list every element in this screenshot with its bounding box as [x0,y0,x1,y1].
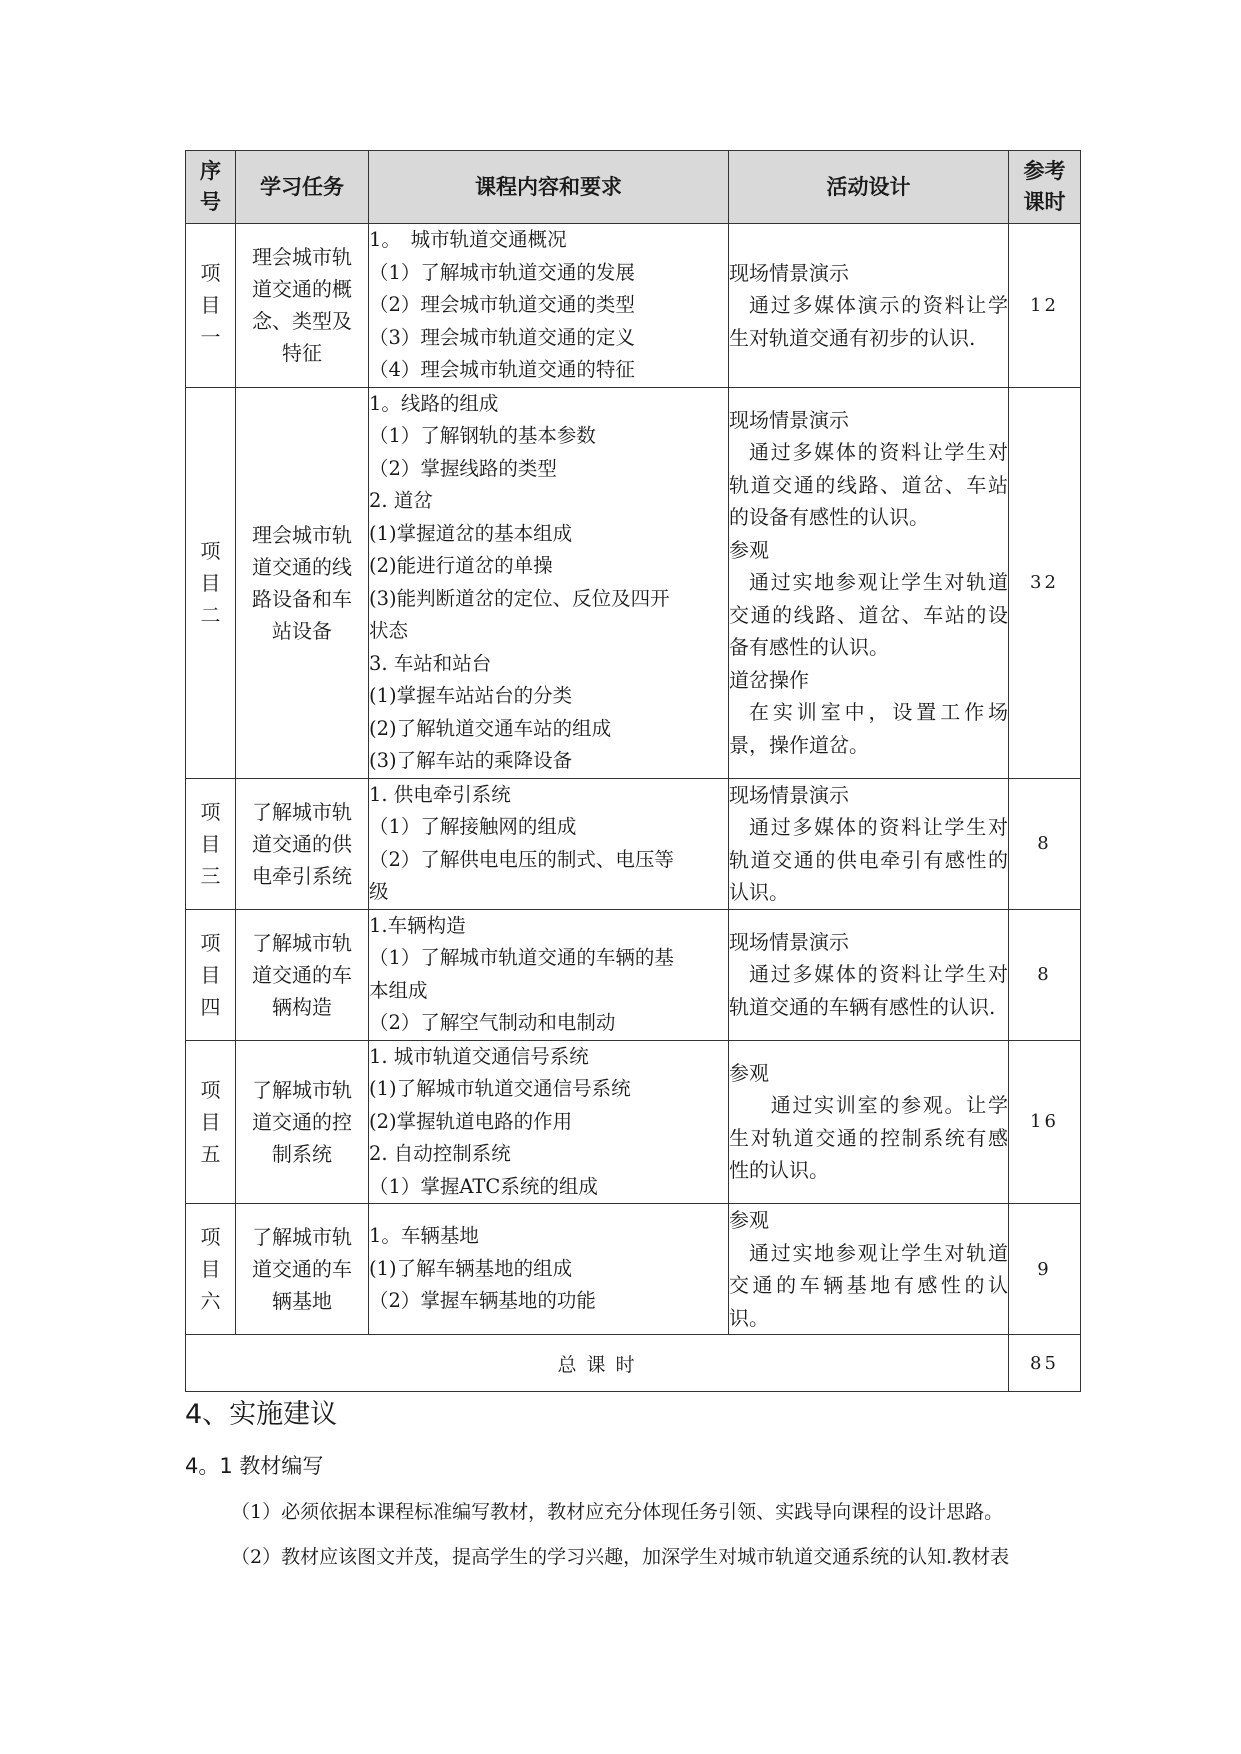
task-line: 道交通的线 [252,554,352,579]
seq-char: 目 [200,293,221,318]
task-line: 道交通的概 [252,277,352,302]
activity-paragraph: 参观 [729,537,769,562]
row-hours: 16 [1009,1040,1081,1204]
task-line: 路设备和车 [252,586,352,611]
row-hours: 8 [1009,909,1081,1040]
content-line: (1)掌握道岔的基本组成 [369,521,573,545]
section-heading: 4、实施建议 [185,1399,338,1430]
row-task [236,387,369,778]
row-task [236,1040,369,1204]
table-header-row [186,151,1081,224]
row-content [369,224,729,388]
content-line: （2）了解空气制动和电制动 [369,1011,616,1034]
row-hours: 12 [1009,224,1081,388]
content-line: （2）掌握车辆基地的功能 [369,1289,596,1313]
row-content [369,909,729,1040]
header-content: 课程内容和要求 [369,151,729,224]
content-line: 状态 [369,619,409,642]
table-row [186,1204,1081,1335]
content-line: 1。线路的组成 [369,391,499,415]
table-row [186,224,1081,388]
seq-char: 目 [200,570,221,595]
content-line: 2. 自动控制系统 [369,1142,511,1165]
activity-paragraph: 道岔操作 [729,667,809,692]
activity-paragraph: 参观 [729,1208,769,1232]
seq-char: 目 [200,962,221,987]
content-line: （1）了解钢轨的基本参数 [369,424,596,447]
content-line: 1. 供电牵引系统 [369,782,511,806]
activity-paragraph: 通过实训室的参观。让学生对轨道交通的控制系统有感性的认识。 [729,1093,1008,1183]
content-line: （1）了解城市轨道交通的车辆的基 [369,946,674,969]
table-row [186,387,1081,778]
row-activity [729,778,1009,909]
content-line: 级 [369,880,389,903]
activity-paragraph: 参观 [729,1060,769,1085]
seq-char: 六 [200,1289,221,1313]
seq-char: 目 [200,1109,221,1134]
row-content [369,1040,729,1204]
task-line: 站设备 [272,618,332,643]
seq-char: 目 [200,1257,221,1281]
activity-paragraph: 通过多媒体演示的资料让学生对轨道交通有初步的认识. [729,293,1008,350]
row-seq [186,224,236,388]
activity-paragraph: 通过多媒体的资料让学生对轨道交通的车辆有感性的认识. [729,962,1008,1019]
row-content [369,778,729,909]
task-line: 了解城市轨 [252,799,352,824]
row-seq [186,387,236,778]
seq-char: 项 [200,799,221,824]
seq-char: 五 [200,1141,221,1166]
content-line: （2）掌握线路的类型 [369,456,557,480]
row-hours: 32 [1009,387,1081,778]
row-task [236,1204,369,1335]
row-activity [729,1040,1009,1204]
table-row [186,909,1081,1040]
row-task [236,909,369,1040]
content-line: 1. 城市轨道交通信号系统 [369,1044,589,1068]
content-line: （1）了解城市轨道交通的发展 [369,260,635,284]
content-line: 3. 车站和站台 [369,651,492,675]
task-line: 道交通的车 [252,1257,352,1281]
seq-char: 目 [200,831,221,856]
content-line: 1。 城市轨道交通概况 [369,228,567,251]
row-seq [186,778,236,909]
subsection-heading: 4。1 教材编写 [185,1454,324,1478]
content-line: （1）掌握ATC系统的组成 [369,1174,598,1198]
task-line: 电牵引系统 [252,863,352,888]
task-line: 制系统 [272,1141,332,1166]
row-activity [729,1204,1009,1335]
activity-paragraph: 现场情景演示 [729,782,849,807]
header-task: 学习任务 [236,151,369,224]
task-line: 辆构造 [272,994,332,1019]
row-seq [186,1204,236,1335]
content-line: （2）了解供电电压的制式、电压等 [369,847,674,871]
task-line: 了解城市轨 [252,1077,352,1102]
activity-paragraph: 现场情景演示 [729,260,849,285]
content-line: 1。车辆基地 [369,1224,479,1248]
activity-paragraph: 通过实地参观让学生对轨道交通的线路、道岔、车站的设备有感性的认识。 [729,570,1008,660]
seq-char: 一 [200,325,221,350]
row-content [369,1204,729,1335]
task-line: 道交通的车 [252,962,352,987]
seq-char: 三 [200,863,221,888]
content-line: （3）理会城市轨道交通的定义 [369,325,635,349]
row-activity [729,224,1009,388]
content-line: (2)能进行道岔的单操 [369,554,553,577]
table-total-row [186,1335,1081,1392]
content-line: （1）了解接触网的组成 [369,815,577,838]
activity-paragraph: 现场情景演示 [729,407,849,432]
total-hours: 85 [1009,1335,1081,1392]
task-line: 了解城市轨 [252,1225,352,1249]
seq-char: 项 [200,261,221,286]
content-line: (1)了解城市轨道交通信号系统 [369,1077,631,1100]
table-row [186,778,1081,909]
curriculum-table [185,150,1081,1392]
seq-char: 四 [200,994,221,1019]
seq-char: 项 [200,1225,221,1249]
task-line: 理会城市轨 [252,522,352,547]
content-line: (1)掌握车站站台的分类 [369,684,573,707]
activity-paragraph: 通过实地参观让学生对轨道交通的车辆基地有感性的认识。 [729,1240,1008,1330]
content-line: （4）理会城市轨道交通的特征 [369,358,635,381]
row-content [369,387,729,778]
paragraph-2: （2）教材应该图文并茂，提高学生的学习兴趣，加深学生对城市轨道交通系统的认知.教材表 [231,1546,1010,1568]
activity-paragraph: 通过多媒体的资料让学生对轨道交通的供电牵引有感性的认识。 [729,815,1008,904]
header-seq: 序 号 [186,151,236,224]
row-hours: 9 [1009,1204,1081,1335]
row-task [236,224,369,388]
header-hours: 参考 课时 [1009,151,1081,224]
seq-char: 二 [200,602,221,627]
row-activity [729,909,1009,1040]
row-task [236,778,369,909]
row-hours: 8 [1009,778,1081,909]
activity-paragraph: 在实训室中，设置工作场景，操作道岔。 [729,700,1008,757]
seq-char: 项 [200,930,221,955]
header-activity: 活动设计 [729,151,1009,224]
content-line: （2）理会城市轨道交通的类型 [369,293,635,316]
total-label: 总 课 时 [186,1335,1009,1392]
content-line: (2)了解轨道交通车站的组成 [369,716,612,740]
task-line: 道交通的供 [252,831,352,856]
row-seq [186,1040,236,1204]
content-line: 1.车辆构造 [369,913,466,937]
task-line: 念、类型及 [252,309,352,334]
seq-char: 项 [200,1077,221,1102]
task-line: 道交通的控 [252,1109,352,1134]
row-activity [729,387,1009,778]
seq-char: 项 [200,538,221,563]
activity-paragraph: 通过多媒体的资料让学生对轨道交通的线路、道岔、车站的设备有感性的认识。 [729,440,1008,530]
content-line: (3)能判断道岔的定位、反位及四开 [369,586,670,610]
task-line: 特征 [282,341,322,366]
content-line: 本组成 [369,978,428,1002]
content-line: (3)了解车站的乘降设备 [369,749,573,772]
table-row [186,1040,1081,1204]
content-line: 2. 道岔 [369,489,433,512]
task-line: 了解城市轨 [252,930,352,955]
content-line: (1)了解车辆基地的组成 [369,1256,573,1280]
paragraph-1: （1）必须依据本课程标准编写教材，教材应充分体现任务引领、实践导向课程的设计思路。 [231,1501,1004,1523]
row-seq [186,909,236,1040]
task-line: 辆基地 [272,1289,332,1313]
activity-paragraph: 现场情景演示 [729,929,849,954]
task-line: 理会城市轨 [252,245,352,270]
content-line: (2)掌握轨道电路的作用 [369,1109,573,1133]
table-body [186,224,1081,1392]
